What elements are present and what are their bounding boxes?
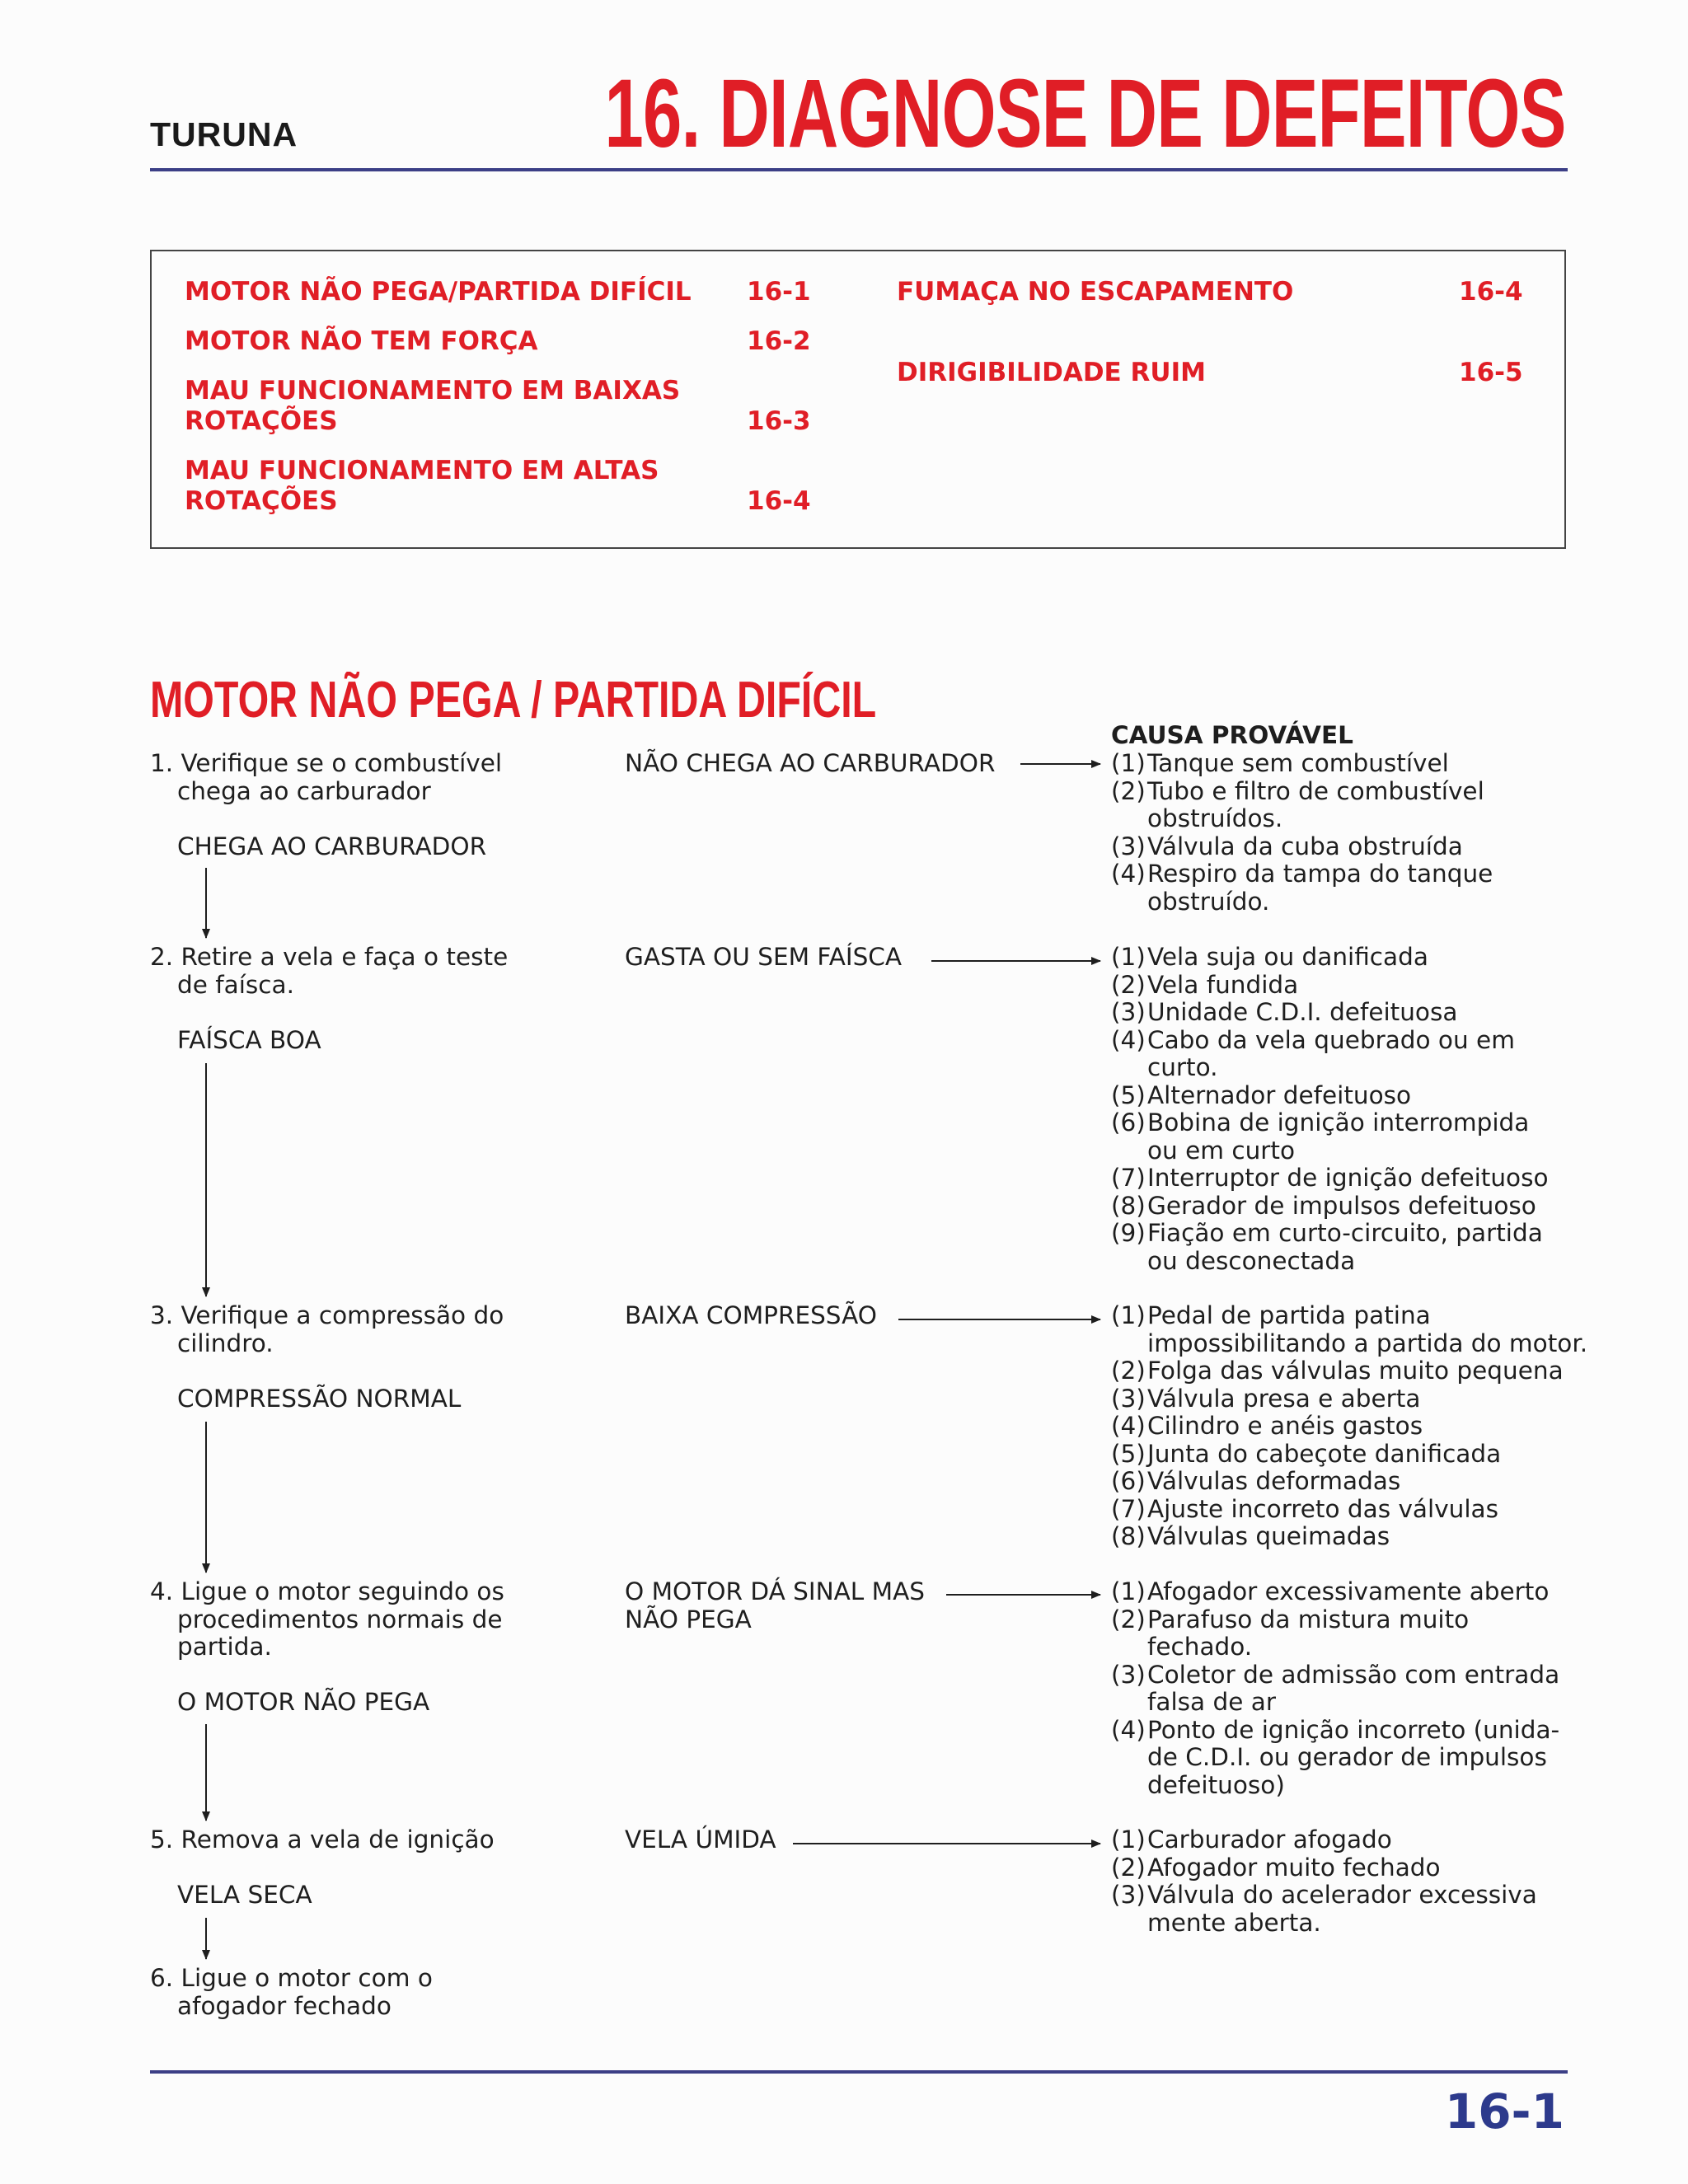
step-line: 3. Verifique a compressão do xyxy=(150,1301,504,1329)
toc-item-label[interactable]: DIRIGIBILIDADE RUIM xyxy=(897,358,1206,387)
cause-text: ou desconectada xyxy=(1147,1246,1356,1275)
cause-text: Interruptor de ignição defeituoso xyxy=(1147,1164,1549,1192)
cause-text: Vela fundida xyxy=(1147,970,1299,999)
section-title: MOTOR NÃO PEGA / PARTIDA DIFÍCIL xyxy=(150,672,877,729)
cause-text: Pedal de partida patina xyxy=(1147,1301,1431,1329)
cause-text: fechado. xyxy=(1147,1633,1253,1661)
cause-text: Gerador de impulsos defeituoso xyxy=(1147,1191,1536,1220)
cause-text: Tanque sem combustível xyxy=(1147,749,1449,777)
cause-number: (4) xyxy=(1111,1025,1146,1054)
toc-item-page: 16-5 xyxy=(1459,358,1523,387)
toc-item-page: 16-3 xyxy=(747,406,811,436)
step-line: cilindro. xyxy=(177,1329,274,1357)
toc-item-label[interactable]: MOTOR NÃO PEGA/PARTIDA DIFÍCIL xyxy=(185,277,692,307)
cause-text: Carburador afogado xyxy=(1147,1825,1392,1854)
cause-number: (3) xyxy=(1111,1384,1146,1413)
cause-number: (1) xyxy=(1111,1577,1146,1605)
cause-text: Junta do cabeçote danificada xyxy=(1147,1439,1502,1468)
cause-number: (1) xyxy=(1111,943,1146,971)
cause-number: (8) xyxy=(1111,1522,1146,1550)
cause-text: Folga das válvulas muito pequena xyxy=(1147,1357,1564,1385)
cause-text: Vela suja ou danificada xyxy=(1147,943,1428,971)
cause-text: Fiação em curto-circuito, partida xyxy=(1147,1219,1543,1247)
cause-number: (5) xyxy=(1111,1439,1146,1468)
cause-number: (3) xyxy=(1111,832,1146,860)
step-line: de faísca. xyxy=(177,970,294,999)
step-line: 6. Ligue o motor com o xyxy=(150,1964,433,1992)
cause-number: (6) xyxy=(1111,1108,1146,1137)
toc-item-label-line: MAU FUNCIONAMENTO EM ALTAS xyxy=(185,456,659,485)
footer-rule xyxy=(150,2070,1568,2074)
cause-number: (9) xyxy=(1111,1219,1146,1247)
cause-number: (7) xyxy=(1111,1494,1146,1523)
step-line: 4. Ligue o motor seguindo os xyxy=(150,1577,504,1605)
step-5-fail-result: VELA ÚMIDA xyxy=(625,1825,776,1854)
toc-item-label-line: ROTAÇÕES xyxy=(185,486,338,516)
cause-text: defeituoso) xyxy=(1147,1770,1285,1799)
cause-number: (5) xyxy=(1111,1080,1146,1109)
cause-text: Ponto de ignição incorreto (unida- xyxy=(1147,1715,1560,1744)
cause-number: (2) xyxy=(1111,970,1146,999)
step-line: 1. Verifique se o combustível xyxy=(150,749,503,777)
cause-text: Parafuso da mistura muito xyxy=(1147,1605,1470,1633)
cause-text: Válvula do acelerador excessiva xyxy=(1147,1881,1537,1909)
cause-text: impossibilitando a partida do motor. xyxy=(1147,1329,1588,1357)
step-1-fail-result: NÃO CHEGA AO CARBURADOR xyxy=(625,749,996,777)
manual-brand: TURUNA xyxy=(150,115,298,153)
cause-text: Alternador defeituoso xyxy=(1147,1080,1412,1109)
cause-text: ou em curto xyxy=(1147,1136,1296,1165)
cause-number: (1) xyxy=(1111,1301,1146,1329)
fail-line: NÃO PEGA xyxy=(625,1605,752,1633)
toc-item-label[interactable]: FUMAÇA NO ESCAPAMENTO xyxy=(897,277,1294,307)
toc-item-label[interactable]: MOTOR NÃO TEM FORÇA xyxy=(185,326,538,356)
cause-number: (6) xyxy=(1111,1467,1146,1495)
cause-number: (4) xyxy=(1111,1412,1146,1440)
cause-number: (2) xyxy=(1111,1357,1146,1385)
cause-number: (2) xyxy=(1111,776,1146,805)
cause-number: (8) xyxy=(1111,1191,1146,1220)
fail-line: O MOTOR DÁ SINAL MAS xyxy=(625,1577,925,1605)
cause-text: Coletor de admissão com entrada xyxy=(1147,1660,1560,1689)
cause-number: (3) xyxy=(1111,998,1146,1026)
cause-text: Afogador muito fechado xyxy=(1147,1853,1441,1882)
step-2-ok-result: FAÍSCA BOA xyxy=(177,1026,321,1054)
step-line: afogador fechado xyxy=(177,1991,392,2020)
cause-text: Válvulas queimadas xyxy=(1147,1522,1390,1550)
chapter-title: 16. DIAGNOSE DE DEFEITOS xyxy=(604,59,1566,168)
cause-number: (4) xyxy=(1111,1715,1146,1744)
cause-text: Cilindro e anéis gastos xyxy=(1147,1412,1423,1440)
cause-text: Afogador excessivamente aberto xyxy=(1147,1577,1550,1605)
cause-text: Tubo e filtro de combustível xyxy=(1147,776,1484,805)
step-line: 2. Retire a vela e faça o teste xyxy=(150,943,509,971)
cause-text: Respiro da tampa do tanque xyxy=(1147,860,1493,888)
cause-text: curto. xyxy=(1147,1053,1218,1081)
cause-text: Válvula da cuba obstruída xyxy=(1147,832,1463,860)
page-number: 16-1 xyxy=(1444,2083,1564,2139)
cause-text: Válvula presa e aberta xyxy=(1147,1384,1421,1413)
toc-item-page: 16-4 xyxy=(1459,277,1523,307)
cause-text: Unidade C.D.I. defeituosa xyxy=(1147,998,1458,1026)
cause-number: (1) xyxy=(1111,749,1146,777)
cause-number: (4) xyxy=(1111,860,1146,888)
step-1-ok-result: CHEGA AO CARBURADOR xyxy=(177,832,487,860)
cause-column-header: CAUSA PROVÁVEL xyxy=(1111,721,1353,749)
cause-text: Válvulas deformadas xyxy=(1147,1467,1401,1495)
step-3-fail-result: BAIXA COMPRESSÃO xyxy=(625,1301,877,1329)
toc-item-label-line: MAU FUNCIONAMENTO EM BAIXAS xyxy=(185,376,681,405)
cause-text: mente aberta. xyxy=(1147,1908,1321,1937)
step-4-ok-result: O MOTOR NÃO PEGA xyxy=(177,1688,430,1716)
step-5-ok-result: VELA SECA xyxy=(177,1881,312,1909)
toc-item-page: 16-1 xyxy=(747,277,811,307)
step-2-fail-result: GASTA OU SEM FAÍSCA xyxy=(625,943,903,971)
cause-number: (3) xyxy=(1111,1881,1146,1909)
toc-item-page: 16-4 xyxy=(747,486,811,516)
step-3-ok-result: COMPRESSÃO NORMAL xyxy=(177,1385,462,1413)
cause-number: (3) xyxy=(1111,1660,1146,1689)
toc-item-page: 16-2 xyxy=(747,326,811,356)
cause-text: Ajuste incorreto das válvulas xyxy=(1147,1494,1499,1523)
cause-text: Bobina de ignição interrompida xyxy=(1147,1108,1530,1137)
step-line: chega ao carburador xyxy=(177,776,431,805)
cause-text: falsa de ar xyxy=(1147,1688,1276,1716)
cause-number: (7) xyxy=(1111,1164,1146,1192)
cause-number: (2) xyxy=(1111,1853,1146,1882)
cause-number: (2) xyxy=(1111,1605,1146,1633)
step-line: procedimentos normais de xyxy=(177,1605,503,1633)
step-line: partida. xyxy=(177,1633,272,1661)
cause-text: Cabo da vela quebrado ou em xyxy=(1147,1025,1515,1054)
cause-number: (1) xyxy=(1111,1825,1146,1854)
cause-text: de C.D.I. ou gerador de impulsos xyxy=(1147,1743,1547,1771)
cause-text: obstruídos. xyxy=(1147,804,1283,832)
step-line: 5. Remova a vela de ignição xyxy=(150,1825,495,1854)
cause-text: obstruído. xyxy=(1147,887,1270,916)
toc-item-label-line: ROTAÇÕES xyxy=(185,406,338,436)
